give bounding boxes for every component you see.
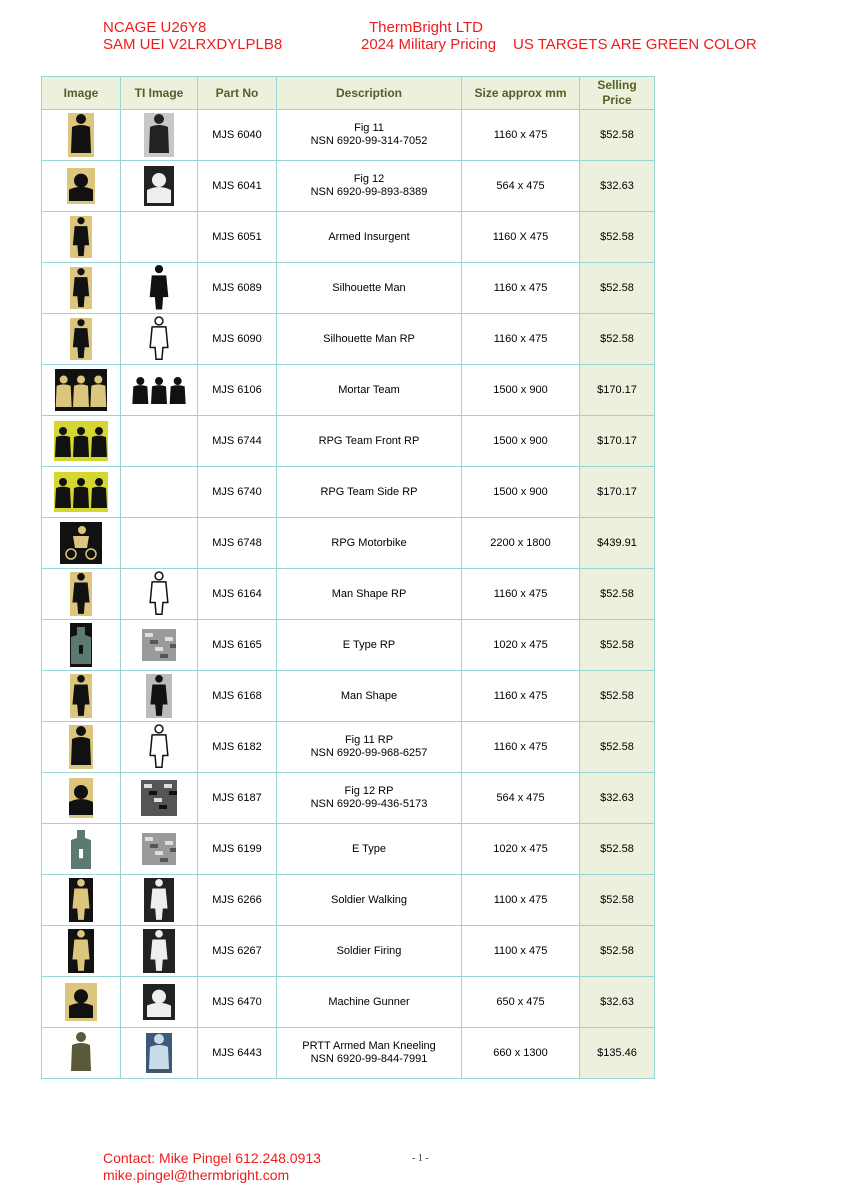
- description-cell: [277, 569, 462, 620]
- ti-image-cell: [121, 518, 198, 569]
- pricing-title: 2024 Military Pricing: [361, 36, 497, 53]
- description-cell: [277, 416, 462, 467]
- ti-image-cell: [121, 722, 198, 773]
- description-text: Fig 11 RP: [344, 734, 394, 746]
- fig11-rp-outline-icon: [146, 723, 172, 771]
- image-cell: [42, 110, 121, 161]
- man-shape-thermal-icon: [146, 674, 172, 718]
- size-cell: 2200 x 1800: [462, 518, 580, 569]
- image-cell: [42, 875, 121, 926]
- price-cell: $52.58: [580, 620, 655, 671]
- fig12-rp-icon: [69, 778, 93, 818]
- table-row: [42, 977, 655, 1028]
- size-cell: 1020 x 475: [462, 824, 580, 875]
- part-no-cell: MJS 6165: [198, 620, 277, 671]
- ti-image-cell: [121, 1028, 198, 1079]
- part-no-cell: MJS 6267: [198, 926, 277, 977]
- ti-image-cell: [121, 875, 198, 926]
- image-cell: [42, 926, 121, 977]
- size-cell: 1500 x 900: [462, 467, 580, 518]
- price-cell: $32.63: [580, 977, 655, 1028]
- image-cell: [42, 1028, 121, 1079]
- e-type-thermal-icon: [142, 833, 176, 865]
- description-cell: [277, 467, 462, 518]
- description-text: E Type: [351, 842, 387, 855]
- part-no-cell: MJS 6744: [198, 416, 277, 467]
- rpg-team-front-icon: [54, 421, 108, 461]
- table-row: [42, 212, 655, 263]
- ti-image-cell: [121, 263, 198, 314]
- mortar-team-icon: [55, 369, 107, 411]
- size-cell: 1100 x 475: [462, 926, 580, 977]
- ti-image-cell: [121, 569, 198, 620]
- table-row: [42, 518, 655, 569]
- nsn-text: NSN 6920-99-968-6257: [310, 747, 428, 759]
- size-cell: 1160 x 475: [462, 110, 580, 161]
- e-type-rp-icon: [70, 623, 92, 667]
- size-cell: 1160 x 475: [462, 263, 580, 314]
- table-row: [42, 773, 655, 824]
- soldier-firing-icon: [68, 929, 94, 973]
- e-type-icon: [68, 826, 94, 872]
- table-row: [42, 569, 655, 620]
- image-cell: [42, 620, 121, 671]
- ti-image-cell: [121, 977, 198, 1028]
- table-row: [42, 365, 655, 416]
- ti-image-cell: [121, 467, 198, 518]
- col-header-image: Image: [42, 77, 121, 110]
- mortar-thermal-icon: [131, 372, 187, 408]
- contact-email[interactable]: mike.pingel@thermbright.com: [103, 1167, 290, 1183]
- price-cell: $135.46: [580, 1028, 655, 1079]
- armed-insurgent-icon: [70, 216, 92, 258]
- table-row: [42, 926, 655, 977]
- size-cell: 1500 x 900: [462, 416, 580, 467]
- price-cell: $52.58: [580, 314, 655, 365]
- size-cell: 1160 x 475: [462, 314, 580, 365]
- image-cell: [42, 212, 121, 263]
- us-targets-note: US TARGETS ARE GREEN COLOR: [513, 36, 757, 53]
- description-text: Fig 11: [354, 122, 384, 134]
- size-cell: 1160 x 475: [462, 722, 580, 773]
- table-row: [42, 416, 655, 467]
- silhouette-man-icon: [70, 267, 92, 309]
- fig12-target-icon: [67, 168, 95, 204]
- image-cell: [42, 773, 121, 824]
- rpg-motorbike-icon: [60, 522, 102, 564]
- description-text: RPG Motorbike: [331, 536, 407, 549]
- soldier-firing-thermal-icon: [143, 929, 175, 973]
- soldier-walking-thermal-icon: [144, 878, 174, 922]
- silhouette-man-rp-icon: [70, 318, 92, 360]
- description-text: Soldier Firing: [336, 944, 402, 957]
- part-no-cell: MJS 6051: [198, 212, 277, 263]
- table-row: [42, 314, 655, 365]
- description-text: Fig 12: [353, 173, 385, 185]
- size-cell: 1020 x 475: [462, 620, 580, 671]
- nsn-text: NSN 6920-99-893-8389: [310, 186, 428, 198]
- image-cell: [42, 824, 121, 875]
- price-table: [41, 76, 655, 1079]
- rpg-team-side-icon: [54, 472, 108, 512]
- table-header-row: [42, 77, 655, 110]
- table-row: [42, 161, 655, 212]
- table-row: [42, 875, 655, 926]
- image-cell: [42, 161, 121, 212]
- part-no-cell: MJS 6740: [198, 467, 277, 518]
- image-cell: [42, 467, 121, 518]
- col-header-size: Size approx mm: [462, 77, 580, 110]
- price-cell: $52.58: [580, 212, 655, 263]
- price-cell: $32.63: [580, 773, 655, 824]
- description-cell: [277, 773, 462, 824]
- description-text: Armed Insurgent: [328, 230, 410, 243]
- image-cell: [42, 671, 121, 722]
- image-cell: [42, 977, 121, 1028]
- price-cell: $52.58: [580, 824, 655, 875]
- col-header-price: Selling Price: [580, 77, 655, 110]
- part-no-cell: MJS 6164: [198, 569, 277, 620]
- part-no-cell: MJS 6090: [198, 314, 277, 365]
- ncage-code: NCAGE U26Y8: [103, 19, 207, 36]
- machine-gunner-thermal-icon: [143, 984, 175, 1020]
- nsn-text: NSN 6920-99-844-7991: [310, 1053, 428, 1065]
- col-header-description: Description: [277, 77, 462, 110]
- description-cell: [277, 824, 462, 875]
- description-cell: [277, 875, 462, 926]
- table-row: [42, 263, 655, 314]
- description-text: E Type RP: [342, 638, 396, 651]
- size-cell: 1160 x 475: [462, 569, 580, 620]
- table-row: [42, 620, 655, 671]
- part-no-cell: MJS 6040: [198, 110, 277, 161]
- table-row: [42, 110, 655, 161]
- prtt-kneeling-icon: [63, 1031, 99, 1075]
- description-text: Mortar Team: [338, 383, 400, 396]
- size-cell: 650 x 475: [462, 977, 580, 1028]
- description-text: Soldier Walking: [330, 893, 407, 906]
- ti-image-cell: [121, 773, 198, 824]
- man-shape-outline-icon: [147, 570, 171, 618]
- price-cell: $52.58: [580, 875, 655, 926]
- image-cell: [42, 722, 121, 773]
- ti-image-cell: [121, 365, 198, 416]
- ti-image-cell: [121, 110, 198, 161]
- ti-image-cell: [121, 824, 198, 875]
- part-no-cell: MJS 6089: [198, 263, 277, 314]
- part-no-cell: MJS 6041: [198, 161, 277, 212]
- soldier-walking-icon: [69, 878, 93, 922]
- table-row: [42, 671, 655, 722]
- company-name: ThermBright LTD: [369, 19, 483, 36]
- price-cell: $52.58: [580, 569, 655, 620]
- image-cell: [42, 569, 121, 620]
- price-cell: $52.58: [580, 722, 655, 773]
- man-shape-icon: [70, 674, 92, 718]
- ti-image-cell: [121, 671, 198, 722]
- prtt-kneeling-thermal-icon: [146, 1033, 172, 1073]
- fig11-rp-icon: [69, 725, 93, 769]
- description-text: Fig 12 RP: [344, 785, 394, 797]
- price-cell: $32.63: [580, 161, 655, 212]
- price-cell: $170.17: [580, 416, 655, 467]
- description-text: Machine Gunner: [328, 995, 410, 1008]
- description-cell: [277, 314, 462, 365]
- ti-image-cell: [121, 314, 198, 365]
- table-row: [42, 824, 655, 875]
- size-cell: 660 x 1300: [462, 1028, 580, 1079]
- page-number: - 1 -: [412, 1153, 429, 1164]
- col-header-ti-image: TI Image: [121, 77, 198, 110]
- size-cell: 1160 x 475: [462, 671, 580, 722]
- part-no-cell: MJS 6443: [198, 1028, 277, 1079]
- price-cell: $170.17: [580, 365, 655, 416]
- ti-image-cell: [121, 620, 198, 671]
- size-cell: 1160 X 475: [462, 212, 580, 263]
- description-cell: [277, 671, 462, 722]
- description-text: RPG Team Side RP: [320, 485, 418, 498]
- price-cell: $52.58: [580, 671, 655, 722]
- description-text: Silhouette Man RP: [323, 332, 415, 345]
- fig11-thermal-icon: [144, 113, 174, 157]
- table-row: [42, 722, 655, 773]
- ti-image-cell: [121, 161, 198, 212]
- price-cell: $52.58: [580, 110, 655, 161]
- image-cell: [42, 416, 121, 467]
- ti-image-cell: [121, 416, 198, 467]
- price-cell: $52.58: [580, 263, 655, 314]
- fig12-rp-thermal-icon: [141, 780, 177, 816]
- table-row: [42, 1028, 655, 1079]
- silhouette-thermal-icon: [147, 264, 171, 312]
- size-cell: 564 x 475: [462, 773, 580, 824]
- description-cell: [277, 518, 462, 569]
- description-cell: [277, 722, 462, 773]
- price-cell: $170.17: [580, 467, 655, 518]
- description-cell: [277, 161, 462, 212]
- part-no-cell: MJS 6470: [198, 977, 277, 1028]
- nsn-text: NSN 6920-99-314-7052: [310, 135, 428, 147]
- table-row: [42, 467, 655, 518]
- description-cell: [277, 263, 462, 314]
- ti-image-cell: [121, 212, 198, 263]
- man-shape-rp-icon: [70, 572, 92, 616]
- part-no-cell: MJS 6748: [198, 518, 277, 569]
- col-header-part-no: Part No: [198, 77, 277, 110]
- part-no-cell: MJS 6199: [198, 824, 277, 875]
- image-cell: [42, 314, 121, 365]
- description-text: Man Shape: [340, 689, 398, 702]
- machine-gunner-icon: [65, 983, 97, 1021]
- description-cell: [277, 110, 462, 161]
- description-text: Silhouette Man: [332, 281, 406, 294]
- image-cell: [42, 518, 121, 569]
- description-cell: [277, 365, 462, 416]
- description-text: PRTT Armed Man Kneeling: [302, 1040, 436, 1052]
- nsn-text: NSN 6920-99-436-5173: [310, 798, 428, 810]
- description-cell: [277, 620, 462, 671]
- image-cell: [42, 263, 121, 314]
- fig11-target-icon: [68, 113, 94, 157]
- e-type-thermal-icon: [142, 629, 176, 661]
- description-cell: [277, 1028, 462, 1079]
- image-cell: [42, 365, 121, 416]
- description-text: RPG Team Front RP: [318, 434, 420, 447]
- size-cell: 564 x 475: [462, 161, 580, 212]
- size-cell: 1500 x 900: [462, 365, 580, 416]
- contact-line: Contact: Mike Pingel 612.248.0913: [103, 1150, 321, 1166]
- ti-image-cell: [121, 926, 198, 977]
- silhouette-outline-icon: [147, 315, 171, 363]
- part-no-cell: MJS 6182: [198, 722, 277, 773]
- part-no-cell: MJS 6266: [198, 875, 277, 926]
- price-cell: $439.91: [580, 518, 655, 569]
- price-cell: $52.58: [580, 926, 655, 977]
- sam-uei: SAM UEI V2LRXDYLPLB8: [103, 36, 283, 53]
- fig12-thermal-icon: [144, 166, 174, 206]
- description-cell: [277, 212, 462, 263]
- part-no-cell: MJS 6106: [198, 365, 277, 416]
- description-cell: [277, 977, 462, 1028]
- size-cell: 1100 x 475: [462, 875, 580, 926]
- part-no-cell: MJS 6187: [198, 773, 277, 824]
- part-no-cell: MJS 6168: [198, 671, 277, 722]
- description-text: Man Shape RP: [331, 587, 407, 600]
- description-cell: [277, 926, 462, 977]
